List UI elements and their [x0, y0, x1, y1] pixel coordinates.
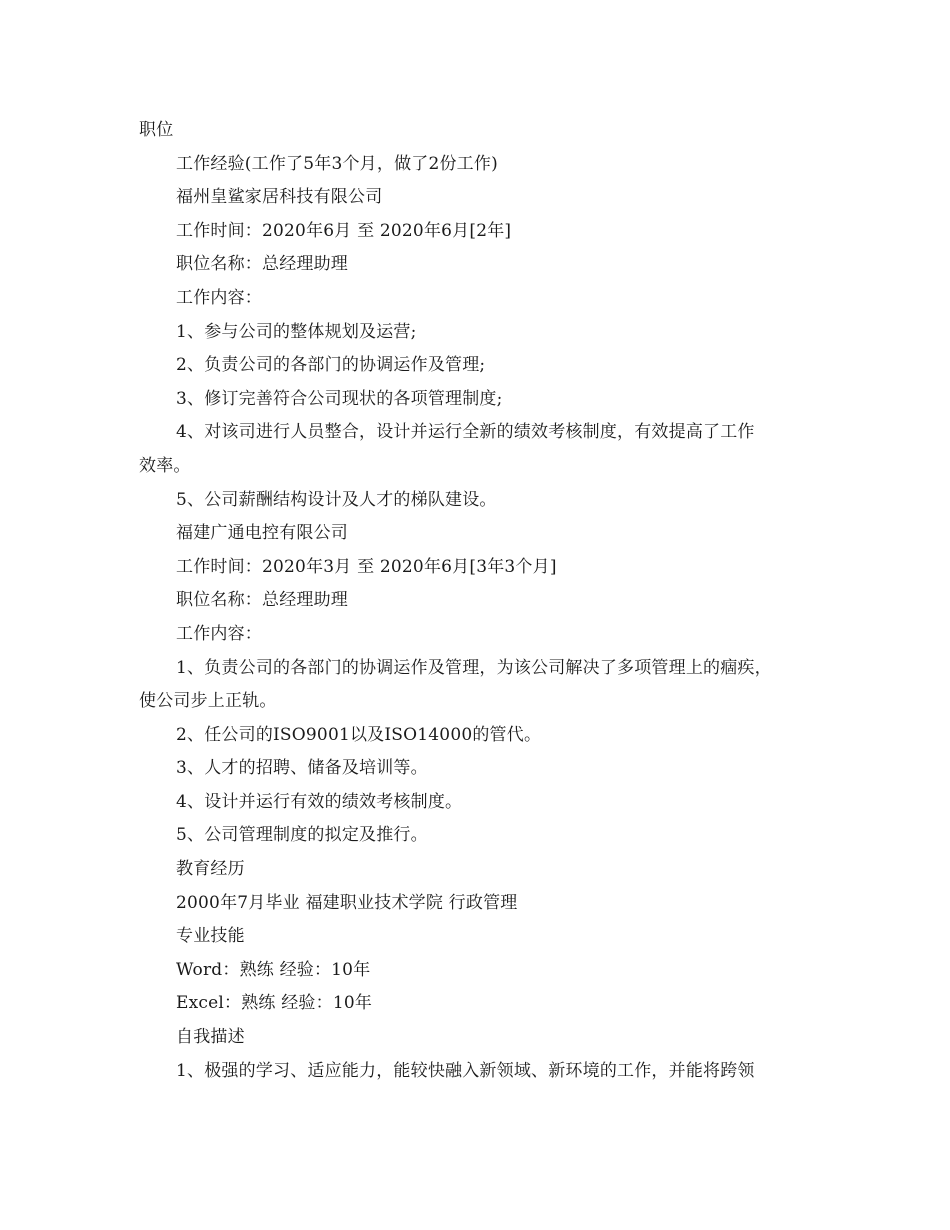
section-heading-self-description: 自我描述 [176, 1027, 245, 1048]
skill-entry: Excel：熟练 经验：10年 [176, 993, 373, 1014]
list-item: 5、公司管理制度的拟定及推行。 [176, 825, 428, 846]
list-item: 4、设计并运行有效的绩效考核制度。 [176, 791, 463, 812]
list-item: 2、负责公司的各部门的协调运作及管理; [176, 355, 486, 376]
section-label: 工作内容： [176, 623, 262, 644]
list-item-continuation: 使公司步上正轨。 [139, 691, 277, 712]
list-item: 2、任公司的ISO9001以及ISO14000的管代。 [176, 724, 542, 745]
section-heading-skills: 专业技能 [176, 926, 245, 947]
list-item: 3、修订完善符合公司现状的各项管理制度; [176, 388, 503, 409]
section-label: 工作内容： [176, 287, 262, 308]
list-item: 1、极强的学习、适应能力，能较快融入新领域、新环境的工作，并能将跨领 [176, 1060, 755, 1081]
list-item: 3、人才的招聘、储备及培训等。 [176, 758, 428, 779]
company-name: 福建广通电控有限公司 [176, 523, 348, 544]
education-entry: 2000年7月毕业 福建职业技术学院 行政管理 [176, 892, 518, 913]
list-item: 4、对该司进行人员整合，设计并运行全新的绩效考核制度，有效提高了工作 [176, 422, 755, 443]
company-name: 福州皇鲨家居科技有限公司 [176, 187, 383, 208]
work-period: 工作时间：2020年3月 至 2020年6月[3年3个月] [176, 556, 557, 577]
list-item: 5、公司薪酬结构设计及人才的梯队建设。 [176, 489, 497, 510]
text-line: 工作经验(工作了5年3个月，做了2份工作) [176, 153, 498, 174]
skill-entry: Word：熟练 经验：10年 [176, 959, 371, 980]
list-item: 1、负责公司的各部门的协调运作及管理，为该公司解决了多项管理上的痼疾， [176, 657, 772, 678]
section-heading-education: 教育经历 [176, 859, 245, 880]
list-item: 1、参与公司的整体规划及运营; [176, 321, 417, 342]
list-item-continuation: 效率。 [139, 455, 191, 476]
work-period: 工作时间：2020年6月 至 2020年6月[2年] [176, 220, 512, 241]
text-line: 职位 [139, 120, 174, 140]
job-title: 职位名称：总经理助理 [176, 590, 348, 611]
job-title: 职位名称：总经理助理 [176, 254, 348, 275]
document-body [139, 114, 819, 1088]
